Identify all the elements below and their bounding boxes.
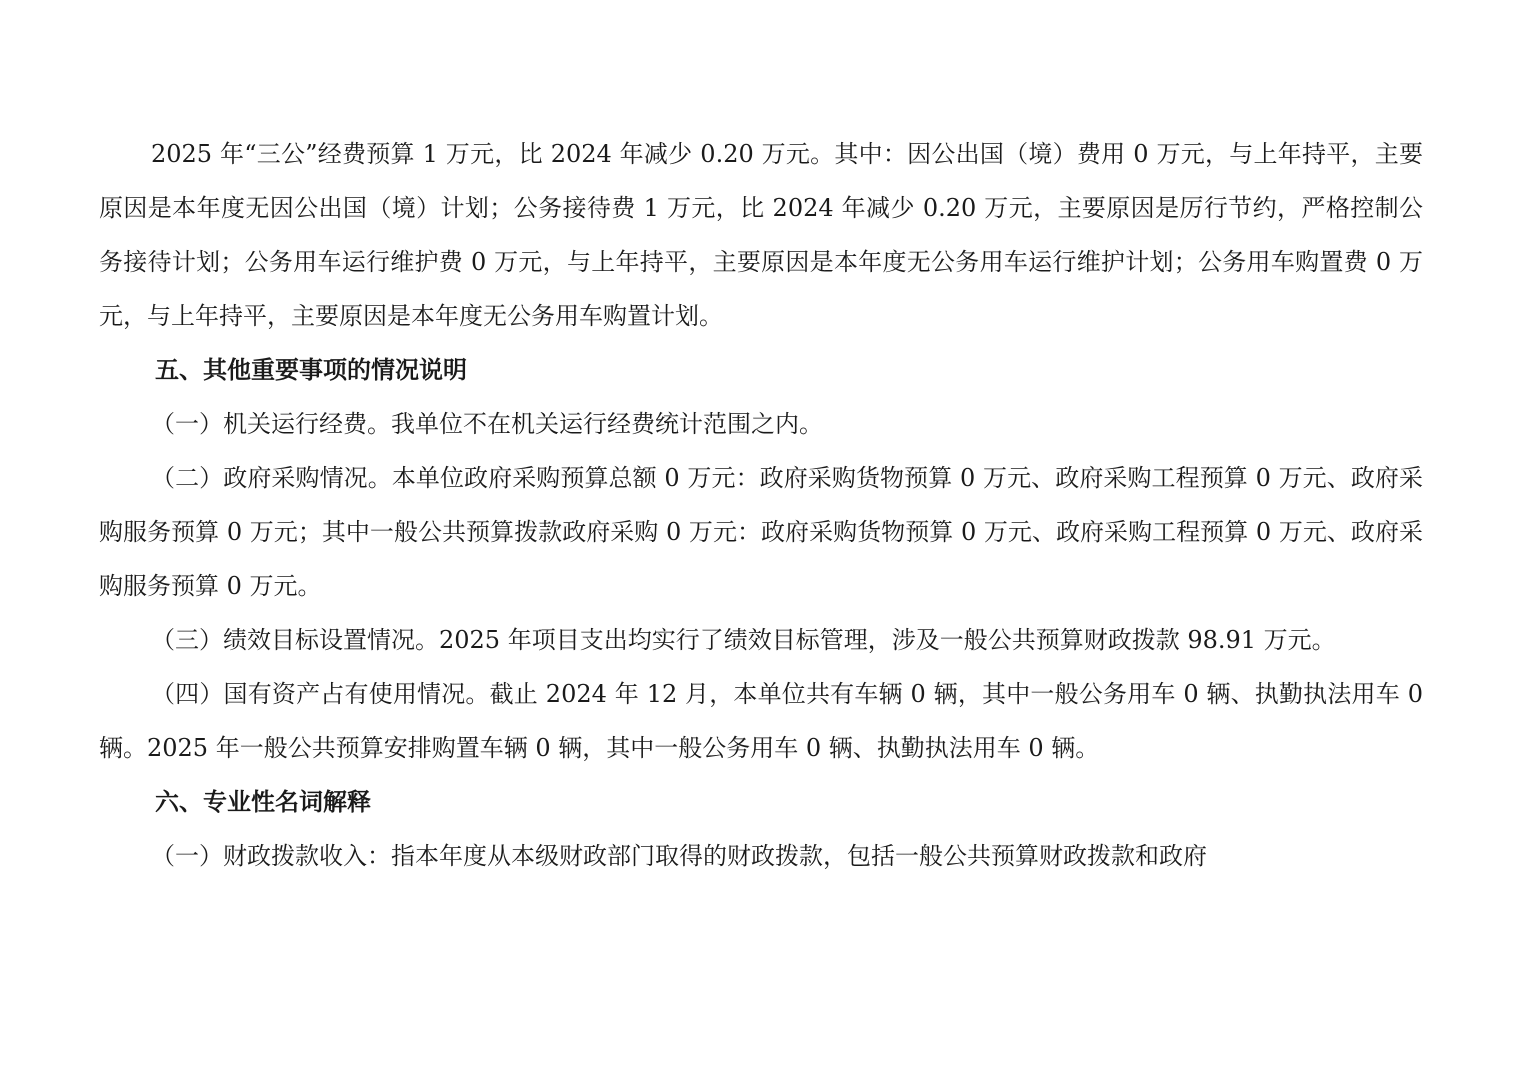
operating-expenses-paragraph: （一）机关运行经费。我单位不在机关运行经费统计范围之内。 [151, 410, 823, 438]
document-page [99, 127, 1423, 883]
performance-targets-paragraph: （三）绩效目标设置情况。2025 年项目支出均实行了绩效目标管理，涉及一般公共预算财政拨款 98.91 万元。 [151, 626, 1336, 654]
state-assets-paragraph: （四）国有资产占有使用情况。截止 2024 年 12 月，本单位共有车辆 0 辆，其中一般公务用车 0 辆、执勤执法用车 0 辆。2025 年一般公共预算安排购置车辆 0 辆，其中一般公务用车 0 辆、执勤执法用车 0 辆。 [99, 680, 1423, 762]
government-procurement-paragraph: （二）政府采购情况。本单位政府采购预算总额 0 万元：政府采购货物预算 0 万元、政府采购工程预算 0 万元、政府采购服务预算 0 万元；其中一般公共预算拨款政府采购 0 万元：政府采购货物预算 0 万元、政府采购工程预算 0 万元、政府采购服务预算 0 万元。 [99, 464, 1423, 600]
sangong-budget-paragraph: 2025 年“三公”经费预算 1 万元，比 2024 年减少 0.20 万元。其中：因公出国（境）费用 0 万元，与上年持平，主要原因是本年度无因公出国（境）计划；公务接待费 1 万元，比 2024 年减少 0.20 万元，主要原因是厉行节约，严格控制公务接待计划；公务用车运行维护费 0 万元，与上年持平，主要原因是本年度无公务用车运行维护计划；公务用车购置费 0 万元，与上年持平，主要原因是本年度无公务用车购置计划。 [99, 140, 1423, 330]
section-heading-terminology: 六、专业性名词解释 [155, 788, 371, 816]
section-heading-other-matters: 五、其他重要事项的情况说明 [155, 356, 467, 384]
fiscal-appropriation-income-paragraph: （一）财政拨款收入：指本年度从本级财政部门取得的财政拨款，包括一般公共预算财政拨款和政府 [151, 842, 1207, 870]
